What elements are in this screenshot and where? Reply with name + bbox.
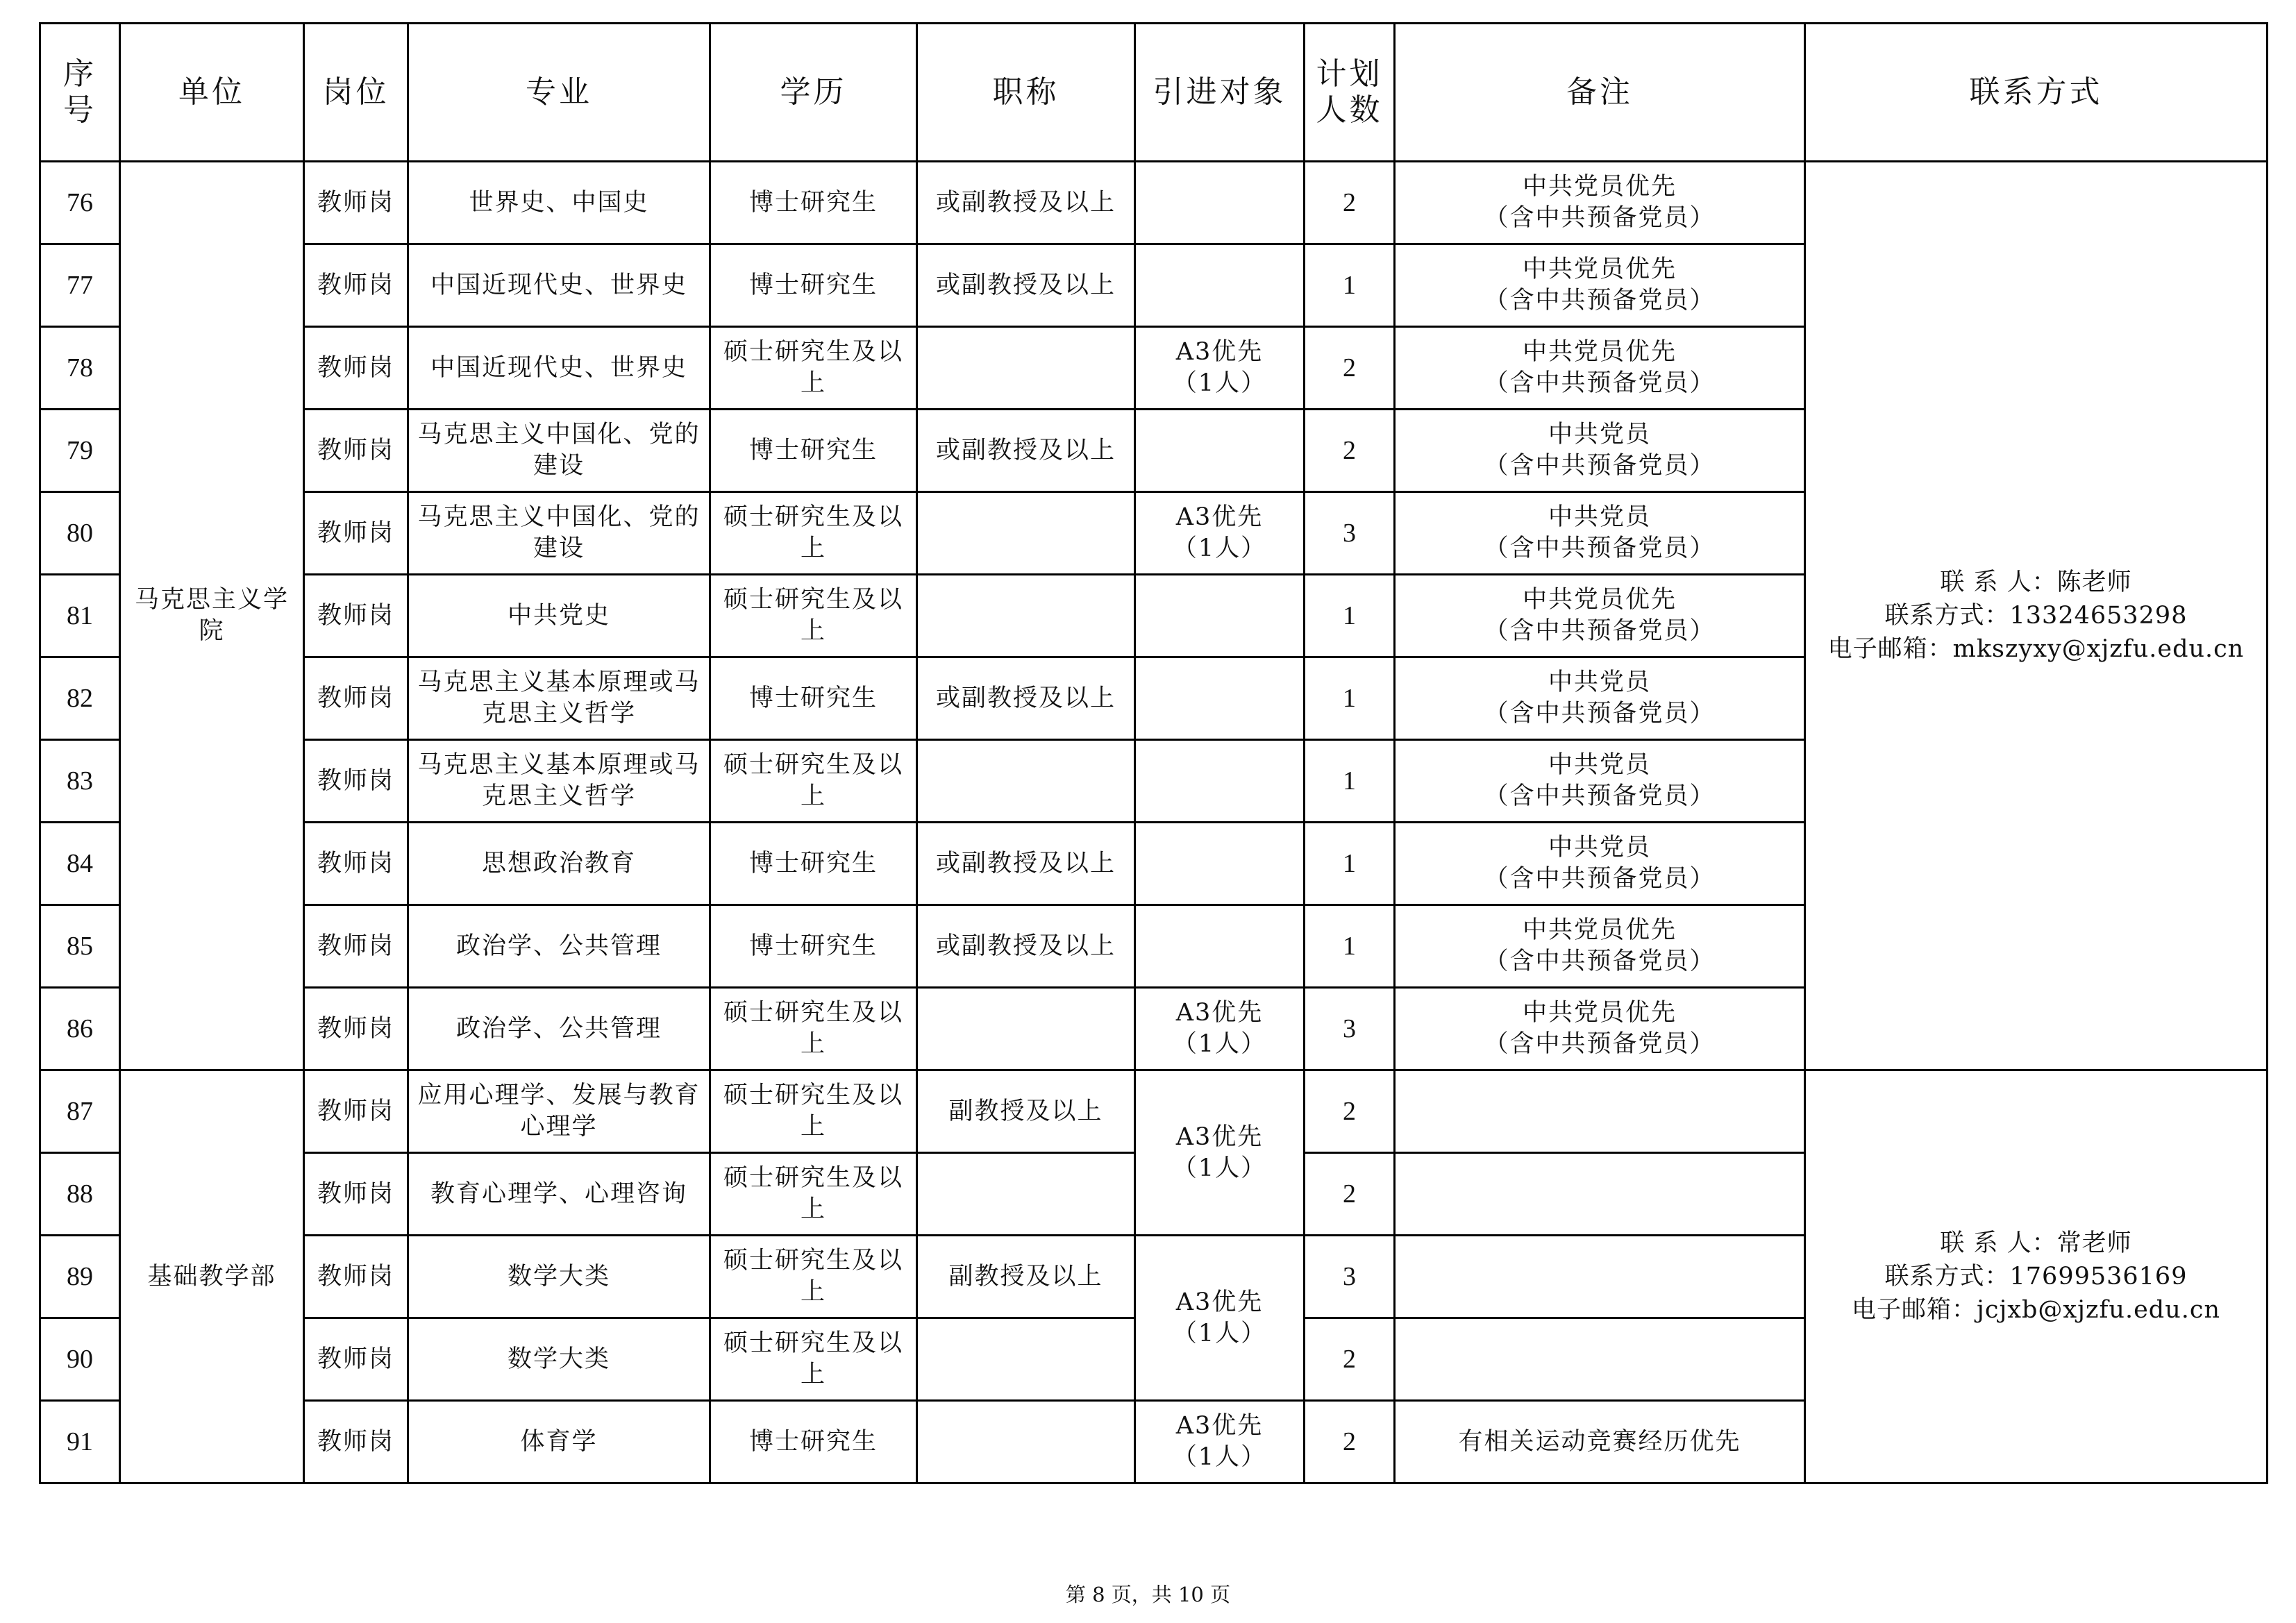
post-cell: 教师岗 bbox=[304, 1236, 408, 1318]
recruitment-table bbox=[39, 22, 2268, 1484]
major-cell: 马克思主义中国化、党的建设 bbox=[408, 492, 710, 575]
education-cell: 硕士研究生及以上 bbox=[710, 492, 917, 575]
seq-cell: 81 bbox=[40, 575, 120, 657]
target-cell: A3优先 （1人） bbox=[1135, 327, 1305, 410]
contact-email: 电子邮箱：mkszyxy@xjzfu.edu.cn bbox=[1827, 635, 2245, 663]
remark-cell: 中共党员优先 （含中共预备党员） bbox=[1395, 244, 1805, 327]
contact-email: 电子邮箱：jcjxb@xjzfu.edu.cn bbox=[1851, 1296, 2221, 1324]
plan-cell: 1 bbox=[1305, 244, 1395, 327]
education-cell: 硕士研究生及以上 bbox=[710, 327, 917, 410]
title-cell: 或副教授及以上 bbox=[917, 162, 1135, 244]
post-cell: 教师岗 bbox=[304, 410, 408, 492]
education-cell: 硕士研究生及以上 bbox=[710, 740, 917, 823]
header-major: 专业 bbox=[408, 24, 710, 162]
seq-cell: 80 bbox=[40, 492, 120, 575]
post-cell: 教师岗 bbox=[304, 575, 408, 657]
contact-phone: 联系方式：17699536169 bbox=[1884, 1263, 2188, 1290]
header-title: 职称 bbox=[917, 24, 1135, 162]
title-cell bbox=[917, 327, 1135, 410]
target-cell bbox=[1135, 410, 1305, 492]
plan-cell: 1 bbox=[1305, 823, 1395, 905]
major-cell: 马克思主义基本原理或马克思主义哲学 bbox=[408, 657, 710, 740]
plan-cell: 1 bbox=[1305, 657, 1395, 740]
education-cell: 硕士研究生及以上 bbox=[710, 988, 917, 1070]
unit-cell: 马克思主义学院 bbox=[120, 162, 304, 1070]
remark-cell bbox=[1395, 1070, 1805, 1153]
seq-cell: 82 bbox=[40, 657, 120, 740]
remark-cell: 中共党员 （含中共预备党员） bbox=[1395, 823, 1805, 905]
seq-cell: 85 bbox=[40, 905, 120, 988]
post-cell: 教师岗 bbox=[304, 823, 408, 905]
post-cell: 教师岗 bbox=[304, 988, 408, 1070]
header-post: 岗位 bbox=[304, 24, 408, 162]
seq-cell: 87 bbox=[40, 1070, 120, 1153]
seq-cell: 88 bbox=[40, 1153, 120, 1236]
remark-cell: 中共党员优先 （含中共预备党员） bbox=[1395, 575, 1805, 657]
contact-cell bbox=[1805, 1070, 2268, 1483]
major-cell: 体育学 bbox=[408, 1401, 710, 1483]
seq-cell: 78 bbox=[40, 327, 120, 410]
remark-cell: 中共党员 （含中共预备党员） bbox=[1395, 492, 1805, 575]
major-cell: 政治学、公共管理 bbox=[408, 905, 710, 988]
major-cell: 数学大类 bbox=[408, 1318, 710, 1401]
major-cell: 马克思主义中国化、党的建设 bbox=[408, 410, 710, 492]
education-cell: 硕士研究生及以上 bbox=[710, 1070, 917, 1153]
post-cell: 教师岗 bbox=[304, 327, 408, 410]
target-cell bbox=[1135, 162, 1305, 244]
seq-cell: 76 bbox=[40, 162, 120, 244]
remark-cell bbox=[1395, 1236, 1805, 1318]
post-cell: 教师岗 bbox=[304, 492, 408, 575]
plan-cell: 3 bbox=[1305, 492, 1395, 575]
remark-cell: 中共党员 （含中共预备党员） bbox=[1395, 410, 1805, 492]
major-cell: 思想政治教育 bbox=[408, 823, 710, 905]
major-cell: 中国近现代史、世界史 bbox=[408, 327, 710, 410]
education-cell: 博士研究生 bbox=[710, 1401, 917, 1483]
table-row bbox=[40, 162, 2268, 244]
plan-cell: 1 bbox=[1305, 740, 1395, 823]
education-cell: 博士研究生 bbox=[710, 657, 917, 740]
title-cell bbox=[917, 1401, 1135, 1483]
seq-cell: 77 bbox=[40, 244, 120, 327]
header-row bbox=[40, 24, 2268, 162]
major-cell: 马克思主义基本原理或马克思主义哲学 bbox=[408, 740, 710, 823]
post-cell: 教师岗 bbox=[304, 162, 408, 244]
target-cell bbox=[1135, 244, 1305, 327]
title-cell bbox=[917, 492, 1135, 575]
post-cell: 教师岗 bbox=[304, 1070, 408, 1153]
title-cell bbox=[917, 1318, 1135, 1401]
seq-cell: 90 bbox=[40, 1318, 120, 1401]
remark-cell: 有相关运动竞赛经历优先 bbox=[1395, 1401, 1805, 1483]
plan-cell: 2 bbox=[1305, 1070, 1395, 1153]
education-cell: 博士研究生 bbox=[710, 823, 917, 905]
title-cell bbox=[917, 988, 1135, 1070]
header-seq: 序 号 bbox=[40, 24, 120, 162]
target-cell: A3优先 （1人） bbox=[1135, 1236, 1305, 1401]
remark-cell: 中共党员 （含中共预备党员） bbox=[1395, 657, 1805, 740]
header-plan: 计划 人数 bbox=[1305, 24, 1395, 162]
post-cell: 教师岗 bbox=[304, 244, 408, 327]
post-cell: 教师岗 bbox=[304, 1318, 408, 1401]
education-cell: 硕士研究生及以上 bbox=[710, 575, 917, 657]
title-cell bbox=[917, 1153, 1135, 1236]
education-cell: 博士研究生 bbox=[710, 905, 917, 988]
title-cell bbox=[917, 740, 1135, 823]
seq-cell: 89 bbox=[40, 1236, 120, 1318]
contact-phone: 联系方式：13324653298 bbox=[1884, 602, 2188, 630]
education-cell: 硕士研究生及以上 bbox=[710, 1236, 917, 1318]
post-cell: 教师岗 bbox=[304, 740, 408, 823]
education-cell: 博士研究生 bbox=[710, 162, 917, 244]
target-cell bbox=[1135, 657, 1305, 740]
table-row bbox=[40, 1070, 2268, 1153]
title-cell: 或副教授及以上 bbox=[917, 657, 1135, 740]
major-cell: 数学大类 bbox=[408, 1236, 710, 1318]
education-cell: 硕士研究生及以上 bbox=[710, 1153, 917, 1236]
education-cell: 博士研究生 bbox=[710, 410, 917, 492]
target-cell bbox=[1135, 740, 1305, 823]
contact-cell bbox=[1805, 162, 2268, 1070]
remark-cell: 中共党员优先 （含中共预备党员） bbox=[1395, 162, 1805, 244]
title-cell bbox=[917, 575, 1135, 657]
remark-cell bbox=[1395, 1318, 1805, 1401]
seq-cell: 84 bbox=[40, 823, 120, 905]
plan-cell: 2 bbox=[1305, 327, 1395, 410]
major-cell: 应用心理学、发展与教育心理学 bbox=[408, 1070, 710, 1153]
title-cell: 或副教授及以上 bbox=[917, 905, 1135, 988]
title-cell: 或副教授及以上 bbox=[917, 823, 1135, 905]
title-cell: 或副教授及以上 bbox=[917, 410, 1135, 492]
major-cell: 世界史、中国史 bbox=[408, 162, 710, 244]
header-contact: 联系方式 bbox=[1805, 24, 2268, 162]
remark-cell: 中共党员优先 （含中共预备党员） bbox=[1395, 327, 1805, 410]
title-cell: 或副教授及以上 bbox=[917, 244, 1135, 327]
plan-cell: 2 bbox=[1305, 1318, 1395, 1401]
plan-cell: 2 bbox=[1305, 410, 1395, 492]
unit-cell: 基础教学部 bbox=[120, 1070, 304, 1483]
plan-cell: 3 bbox=[1305, 988, 1395, 1070]
target-cell: A3优先 （1人） bbox=[1135, 1401, 1305, 1483]
target-cell: A3优先 （1人） bbox=[1135, 988, 1305, 1070]
plan-cell: 1 bbox=[1305, 575, 1395, 657]
plan-cell: 3 bbox=[1305, 1236, 1395, 1318]
education-cell: 硕士研究生及以上 bbox=[710, 1318, 917, 1401]
major-cell: 政治学、公共管理 bbox=[408, 988, 710, 1070]
remark-cell: 中共党员优先 （含中共预备党员） bbox=[1395, 905, 1805, 988]
plan-cell: 2 bbox=[1305, 1401, 1395, 1483]
header-education: 学历 bbox=[710, 24, 917, 162]
post-cell: 教师岗 bbox=[304, 657, 408, 740]
plan-cell: 2 bbox=[1305, 162, 1395, 244]
title-cell: 副教授及以上 bbox=[917, 1070, 1135, 1153]
contact-person: 联 系 人：常老师 bbox=[1940, 1229, 2132, 1257]
seq-cell: 86 bbox=[40, 988, 120, 1070]
header-target: 引进对象 bbox=[1135, 24, 1305, 162]
page-footer: 第 8 页，共 10 页 bbox=[1065, 1583, 1231, 1606]
plan-cell: 1 bbox=[1305, 905, 1395, 988]
seq-cell: 83 bbox=[40, 740, 120, 823]
header-unit: 单位 bbox=[120, 24, 304, 162]
plan-cell: 2 bbox=[1305, 1153, 1395, 1236]
header-remark: 备注 bbox=[1395, 24, 1805, 162]
target-cell: A3优先 （1人） bbox=[1135, 492, 1305, 575]
target-cell bbox=[1135, 575, 1305, 657]
post-cell: 教师岗 bbox=[304, 1153, 408, 1236]
contact-person: 联 系 人：陈老师 bbox=[1940, 569, 2132, 596]
post-cell: 教师岗 bbox=[304, 905, 408, 988]
seq-cell: 79 bbox=[40, 410, 120, 492]
target-cell bbox=[1135, 905, 1305, 988]
title-cell: 副教授及以上 bbox=[917, 1236, 1135, 1318]
education-cell: 博士研究生 bbox=[710, 244, 917, 327]
remark-cell: 中共党员优先 （含中共预备党员） bbox=[1395, 988, 1805, 1070]
post-cell: 教师岗 bbox=[304, 1401, 408, 1483]
major-cell: 中共党史 bbox=[408, 575, 710, 657]
target-cell: A3优先 （1人） bbox=[1135, 1070, 1305, 1236]
major-cell: 教育心理学、心理咨询 bbox=[408, 1153, 710, 1236]
target-cell bbox=[1135, 823, 1305, 905]
remark-cell bbox=[1395, 1153, 1805, 1236]
remark-cell: 中共党员 （含中共预备党员） bbox=[1395, 740, 1805, 823]
major-cell: 中国近现代史、世界史 bbox=[408, 244, 710, 327]
seq-cell: 91 bbox=[40, 1401, 120, 1483]
